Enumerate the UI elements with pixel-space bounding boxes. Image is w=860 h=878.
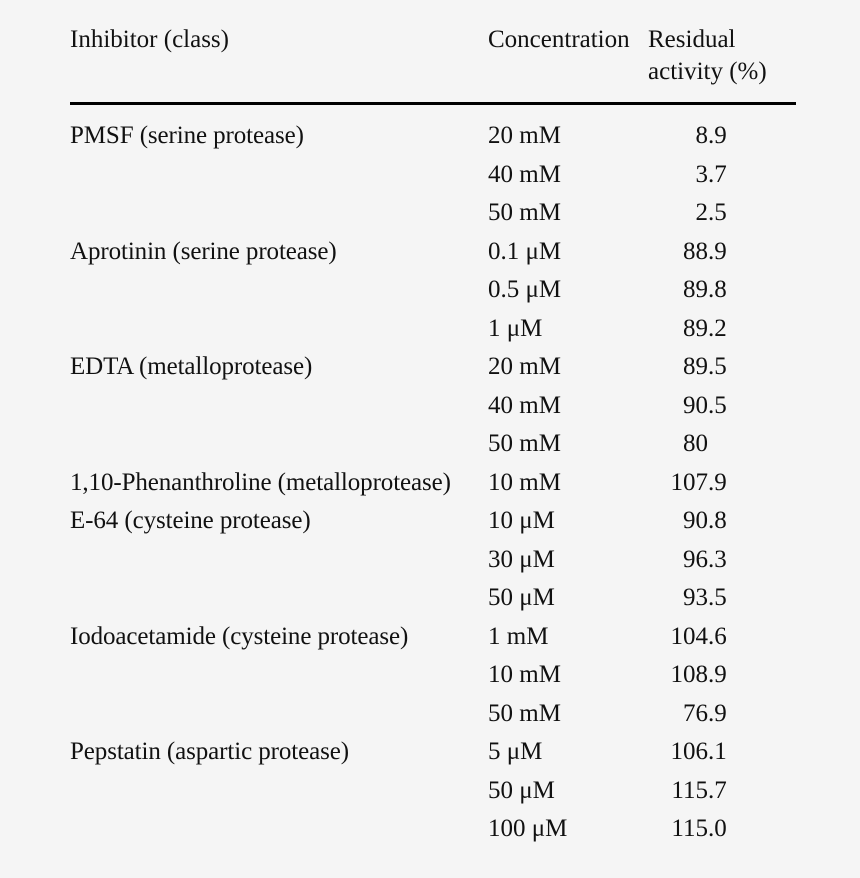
value-integer-part: 89 (683, 314, 708, 342)
table-row (70, 162, 796, 201)
cell-concentration: 50 μM (488, 584, 555, 611)
cell-inhibitor (70, 162, 488, 201)
residual-activity-value (648, 508, 796, 533)
cell-residual-activity (648, 739, 796, 778)
cell-residual-activity (648, 431, 796, 470)
residual-activity-value (648, 277, 796, 302)
cell-inhibitor: 1,10-Phenanthroline (metalloprotease) (70, 468, 451, 496)
cell-inhibitor (70, 816, 488, 855)
value-integer-part: 107 (670, 468, 708, 496)
table-row (70, 239, 796, 278)
cell-inhibitor: PMSF (serine protease) (70, 122, 304, 149)
cell-concentration: 0.5 μM (488, 276, 562, 303)
value-integer-part: 104 (670, 622, 708, 650)
cell-inhibitor (70, 662, 488, 701)
cell-concentration: 50 mM (488, 199, 561, 226)
table-row (70, 778, 796, 817)
value-integer-part: 2 (695, 199, 708, 226)
value-fraction-part: .9 (708, 661, 727, 688)
value-integer-part: 93 (683, 584, 708, 611)
value-fraction-part: .3 (708, 545, 727, 573)
value-fraction-part: .0 (708, 815, 727, 842)
cell-residual-activity (648, 162, 796, 201)
column-header-concentration-label: Concentration (488, 26, 630, 53)
value-fraction-part: .9 (708, 237, 727, 265)
residual-activity-value (648, 662, 796, 687)
value-integer-part: 80 (683, 430, 708, 457)
value-integer-part: 8 (695, 122, 708, 149)
table-row (70, 624, 796, 663)
cell-residual-activity (648, 200, 796, 239)
value-integer-part: 3 (695, 160, 708, 188)
value-fraction-part: .8 (708, 276, 727, 303)
residual-activity-value (648, 624, 796, 649)
cell-concentration: 5 μM (488, 738, 543, 765)
cell-inhibitor (70, 585, 488, 624)
cell-inhibitor (70, 431, 488, 470)
cell-concentration: 100 μM (488, 815, 568, 842)
table-row (70, 393, 796, 432)
value-fraction-part: .9 (708, 468, 727, 496)
cell-inhibitor: E-64 (cysteine protease) (70, 507, 311, 534)
cell-residual-activity (648, 662, 796, 701)
value-integer-part: 115 (671, 815, 708, 842)
cell-concentration: 20 mM (488, 353, 561, 380)
cell-residual-activity (648, 393, 796, 432)
residual-activity-value (648, 585, 796, 610)
value-integer-part: 89 (683, 353, 708, 380)
cell-residual-activity (648, 354, 796, 393)
table-header (70, 24, 796, 104)
table-row (70, 104, 796, 162)
cell-residual-activity (648, 470, 796, 509)
value-fraction-part: .7 (708, 160, 727, 188)
cell-inhibitor (70, 277, 488, 316)
cell-inhibitor: Pepstatin (aspartic protease) (70, 738, 349, 765)
cell-concentration: 10 mM (488, 468, 561, 496)
value-fraction-part: .2 (708, 314, 727, 342)
value-fraction-part: .5 (708, 353, 727, 380)
cell-concentration: 50 mM (488, 430, 561, 457)
residual-activity-value (648, 162, 796, 187)
residual-activity-value (648, 354, 796, 379)
value-fraction-part: .8 (708, 507, 727, 534)
cell-residual-activity (648, 816, 796, 855)
value-fraction-part: .5 (708, 584, 727, 611)
column-header-inhibitor (70, 24, 488, 104)
cell-concentration: 1 mM (488, 622, 549, 650)
value-integer-part: 90 (683, 507, 708, 534)
cell-concentration: 50 mM (488, 699, 561, 727)
cell-residual-activity (648, 239, 796, 278)
cell-residual-activity (648, 778, 796, 817)
value-integer-part: 96 (683, 545, 708, 573)
cell-concentration: 0.1 μM (488, 237, 562, 265)
residual-activity-value (648, 816, 796, 841)
column-header-inhibitor-label: Inhibitor (class) (70, 26, 229, 53)
residual-activity-value (648, 123, 796, 148)
cell-concentration: 30 μM (488, 545, 555, 573)
table-row (70, 701, 796, 740)
residual-activity-value (648, 431, 796, 456)
cell-concentration: 20 mM (488, 122, 561, 149)
table-row (70, 739, 796, 778)
cell-residual-activity (648, 547, 796, 586)
cell-concentration: 40 mM (488, 391, 561, 419)
cell-inhibitor: EDTA (metalloprotease) (70, 353, 313, 380)
table-row (70, 508, 796, 547)
residual-activity-value (648, 316, 796, 341)
cell-inhibitor (70, 701, 488, 740)
cell-residual-activity (648, 508, 796, 547)
value-fraction-part: .7 (708, 776, 727, 804)
residual-activity-value (648, 739, 796, 764)
cell-inhibitor (70, 316, 488, 355)
cell-residual-activity (648, 277, 796, 316)
value-integer-part: 89 (683, 276, 708, 303)
cell-inhibitor (70, 778, 488, 817)
value-fraction-part: .9 (708, 699, 727, 727)
cell-inhibitor (70, 547, 488, 586)
cell-residual-activity (648, 624, 796, 663)
value-integer-part: 115 (671, 776, 708, 804)
residual-activity-value (648, 778, 796, 803)
residual-activity-value (648, 393, 796, 418)
cell-residual-activity (648, 316, 796, 355)
value-integer-part: 76 (683, 699, 708, 727)
residual-activity-line-2: activity (%) (648, 58, 767, 85)
value-integer-part: 90 (683, 391, 708, 419)
cell-inhibitor: Iodoacetamide (cysteine protease) (70, 622, 409, 650)
cell-residual-activity (648, 585, 796, 624)
residual-activity-line-1: Residual (648, 26, 736, 53)
residual-activity-value (648, 470, 796, 495)
cell-concentration: 50 μM (488, 776, 555, 804)
table-row (70, 470, 796, 509)
cell-concentration: 10 μM (488, 507, 555, 534)
residual-activity-value (648, 701, 796, 726)
table-row (70, 431, 796, 470)
table-row (70, 816, 796, 855)
column-header-residual-activity-label (648, 24, 796, 102)
inhibitor-residual-activity-table (70, 24, 796, 855)
table-row (70, 200, 796, 239)
table-body (70, 104, 796, 855)
value-integer-part: 106 (670, 738, 708, 765)
cell-inhibitor: Aprotinin (serine protease) (70, 237, 337, 265)
cell-concentration: 1 μM (488, 314, 543, 342)
cell-residual-activity (648, 701, 796, 740)
value-fraction-part: .1 (708, 738, 727, 765)
table-row (70, 354, 796, 393)
column-header-residual-activity (648, 24, 796, 104)
value-integer-part: 88 (683, 237, 708, 265)
cell-concentration: 40 mM (488, 160, 561, 188)
cell-inhibitor (70, 200, 488, 239)
cell-residual-activity (648, 104, 796, 162)
residual-activity-value (648, 200, 796, 225)
cell-inhibitor (70, 393, 488, 432)
column-header-concentration (488, 24, 648, 104)
value-fraction-part: .6 (708, 622, 727, 650)
residual-activity-value (648, 239, 796, 264)
value-integer-part: 108 (670, 661, 708, 688)
residual-activity-value (648, 547, 796, 572)
table-row (70, 547, 796, 586)
value-fraction-part: .9 (708, 122, 727, 149)
value-fraction-part: .5 (708, 199, 727, 226)
table-row (70, 662, 796, 701)
value-fraction-part: .5 (708, 391, 727, 419)
table-row (70, 316, 796, 355)
table-row (70, 277, 796, 316)
table-row (70, 585, 796, 624)
cell-concentration: 10 mM (488, 661, 561, 688)
